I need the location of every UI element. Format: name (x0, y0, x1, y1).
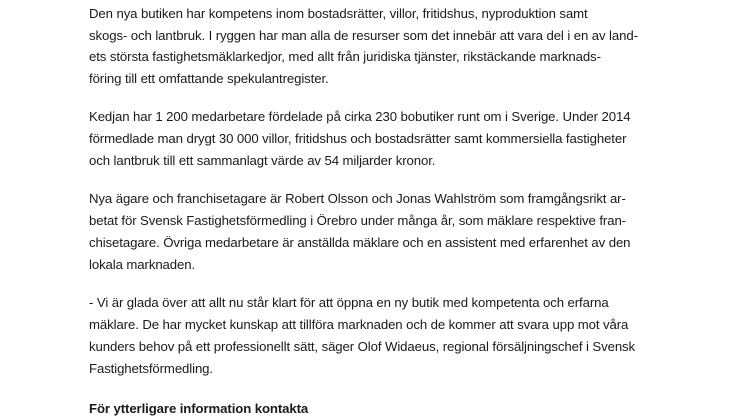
paragraph-2-line-1: Kedjan har 1 200 medarbetare fördelade på cirka 230 bobutiker runt om i Sverige. Under 2014 (89, 109, 631, 124)
paragraph-4-line-2: mäklare. De har mycket kunskap att tillföra marknaden och de kommer att svara upp mot våra (89, 317, 629, 332)
paragraph-2-line-3: och lantbruk till ett sammanlagt värde av 54 miljarder kronor. (89, 153, 436, 168)
paragraph-2-line-2: förmedlade man drygt 30 000 villor, fritidshus och bostadsrätter samt kommersiella fastigheter (89, 131, 627, 146)
paragraph-1-line-1: Den nya butiken har kompetens inom bostadsrätter, villor, fritidshus, nyproduktion samt (89, 6, 588, 21)
paragraph-4-line-3: kunders behov på ett professionellt sätt, säger Olof Widaeus, regional försäljningschef i Svensk (89, 339, 636, 354)
paragraph-1-line-3: ets största fastighetsmäklarkedjor, med allt från juridiska tjänster, rikstäckande marknads- (89, 49, 601, 64)
paragraph-1-line-2: skogs- och lantbruk. I ryggen har man alla de resurser som det innebär att vara del i en av land- (89, 28, 638, 43)
paragraph-3-line-2: betat för Svensk Fastighetsförmedling i Örebro under många år, som mäklare respektive fran- (89, 213, 626, 228)
paragraph-3-line-3: chisetagare. Övriga medarbetare är anställda mäklare och en assistent med erfarenhet av den (89, 235, 631, 250)
contact-heading: För ytterligare information kontakta (89, 401, 309, 416)
paragraph-3-line-4: lokala marknaden. (89, 257, 196, 272)
paragraph-3-line-1: Nya ägare och franchisetagare är Robert Olsson och Jonas Wahlström som framgångsrikt ar- (89, 191, 626, 206)
paragraph-1-line-4: föring till ett omfattande spekulantregister. (89, 71, 329, 86)
paragraph-4-line-1: - Vi är glada över att allt nu står klart för att öppna en ny butik med kompetenta och erfarna (89, 295, 609, 310)
paragraph-4-line-4: Fastighetsförmedling. (89, 361, 213, 376)
